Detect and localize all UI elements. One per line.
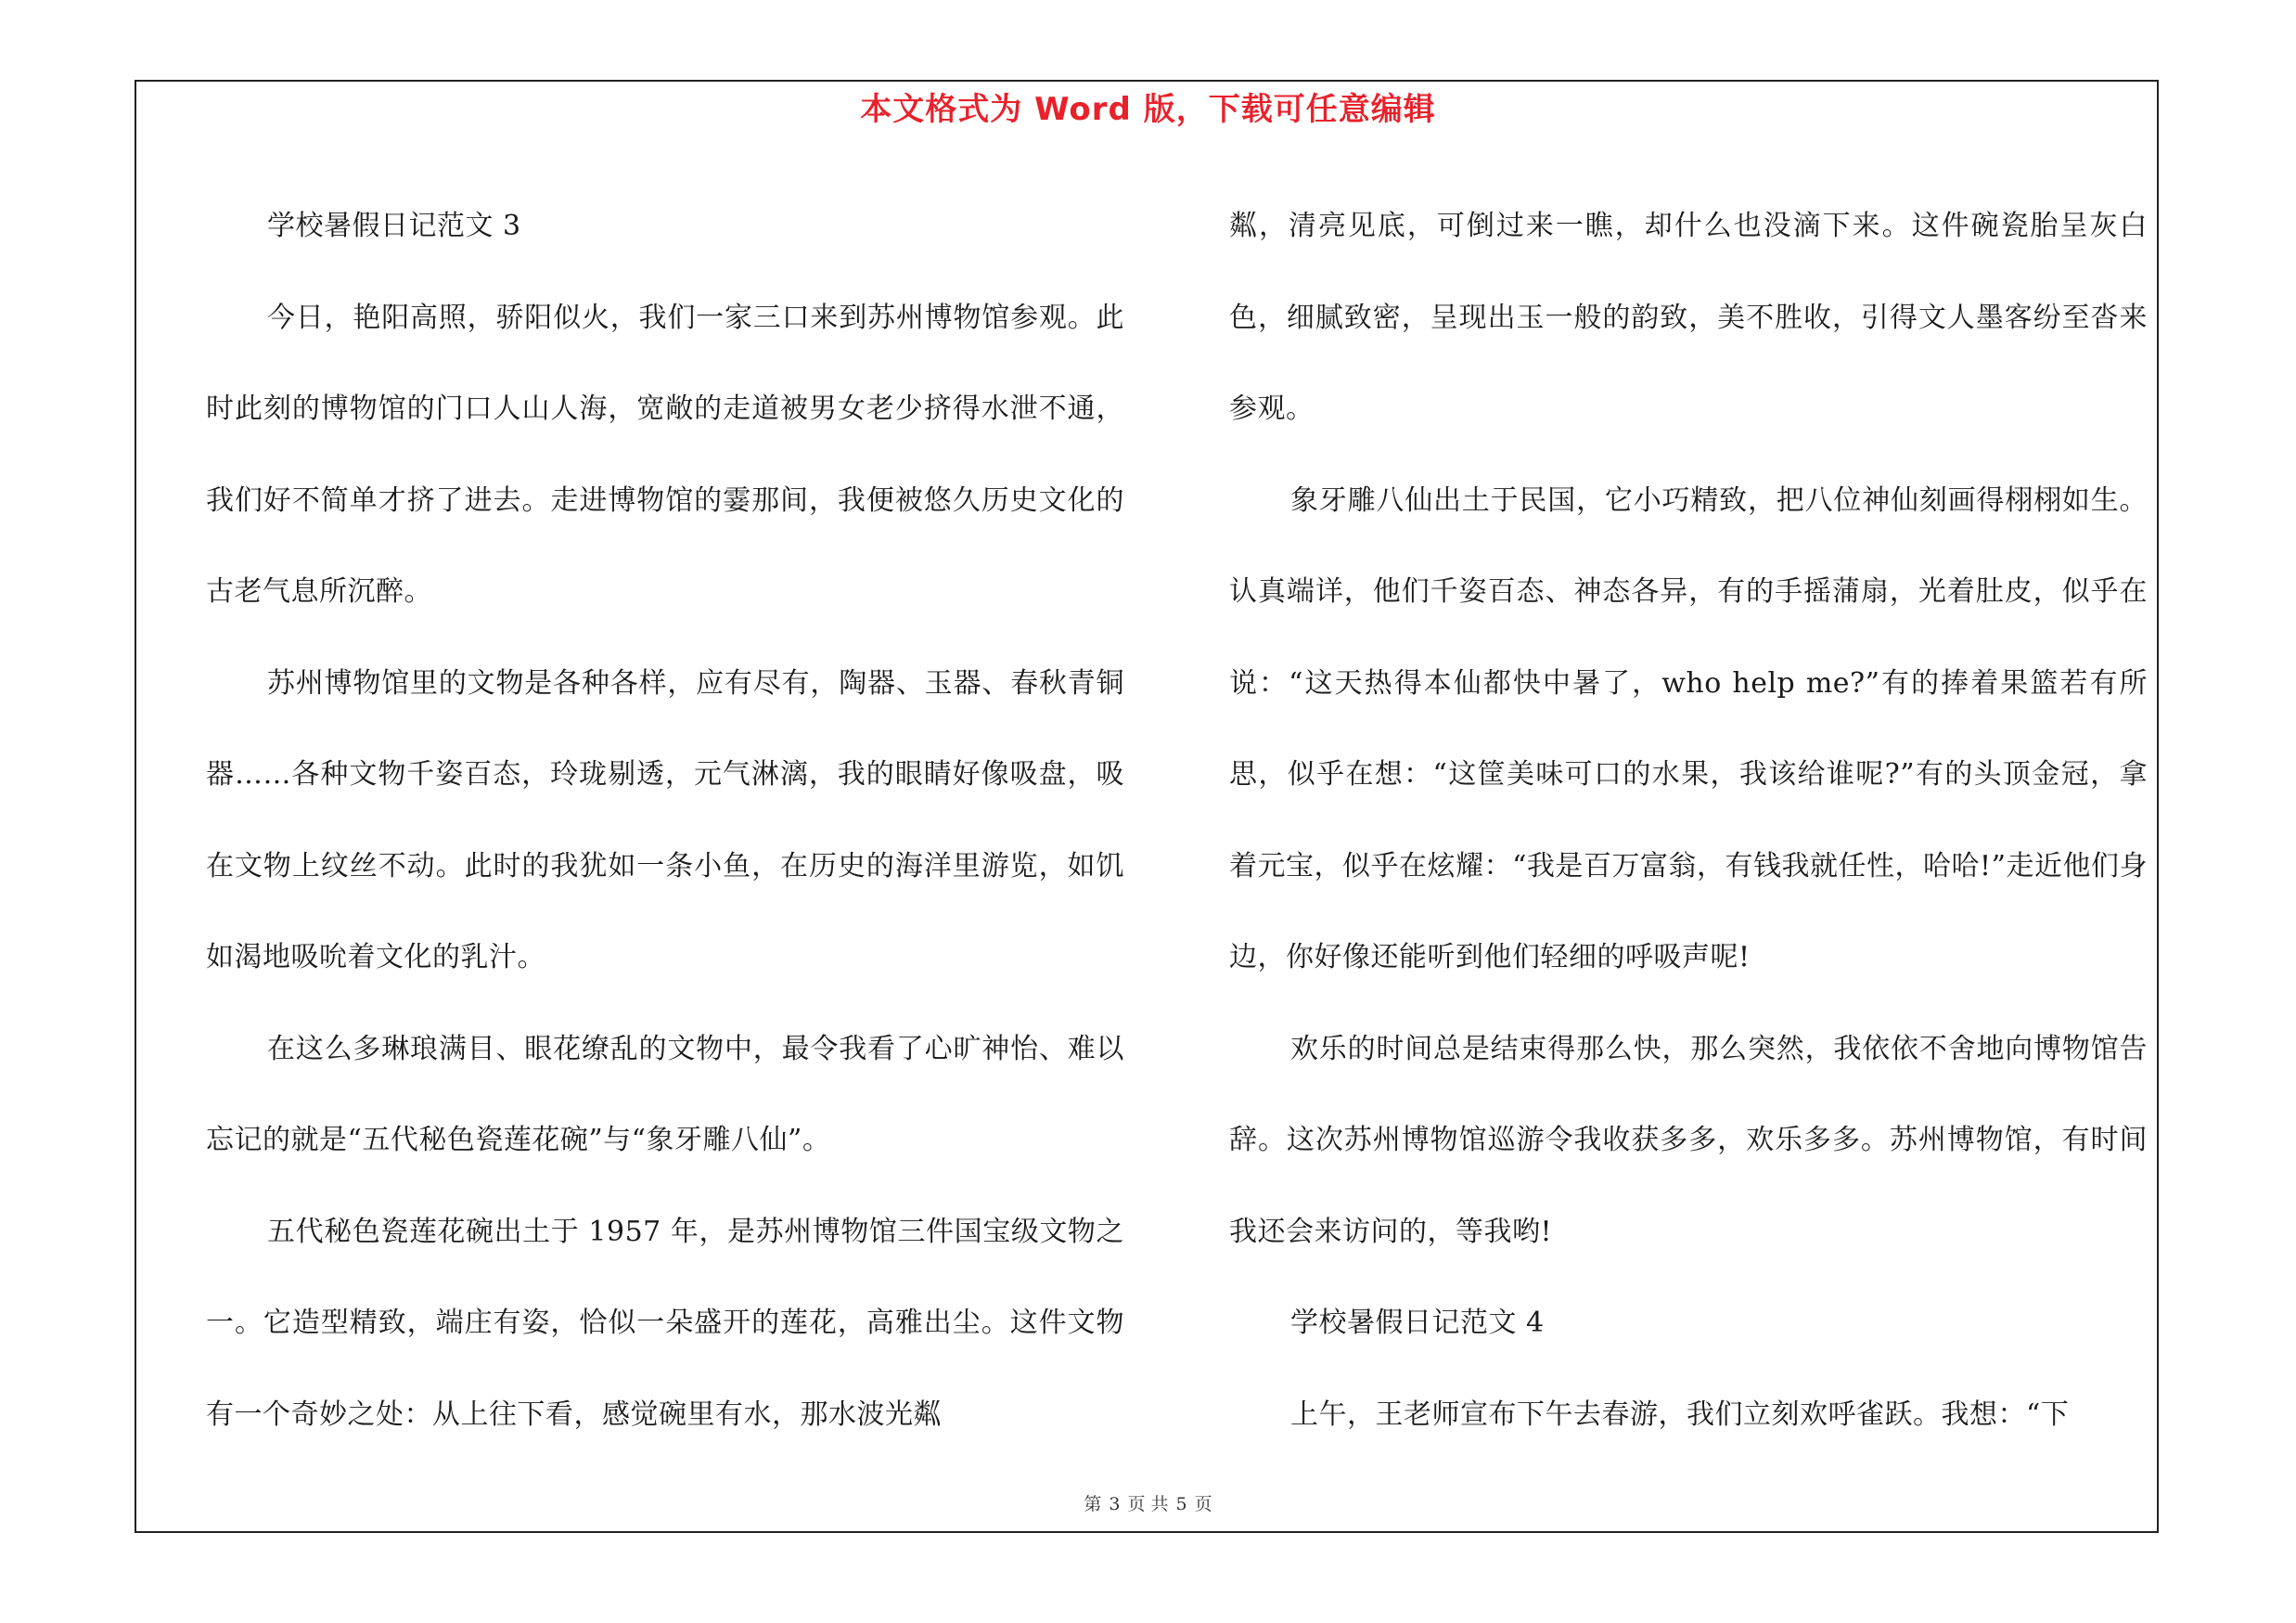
paragraph: 上午，王老师宣布下午去春游，我们立刻欢呼雀跃。我想：“下	[1290, 1398, 2070, 1431]
paragraph: 今日，艳阳高照，骄阳似火，我们一家三口来到苏州博物馆参观。此时此刻的博物馆的门口人山人海，宽敞的走道被男女老少挤得水泄不通，我们好不简单才挤了进去。走进博物馆的霎那间，我便被悠久历史文化的古老气息所沉醉。	[206, 301, 1124, 608]
footer-label: 页	[1194, 1494, 1212, 1514]
paragraph: 欢乐的时间总是结束得那么快，那么突然，我依依不舍地向博物馆告辞。这次苏州博物馆巡游令我收获多多，欢乐多多。苏州博物馆，有时间我还会来访问的，等我哟!	[1229, 1032, 2148, 1248]
left-column	[206, 181, 1124, 1461]
paragraph: 象牙雕八仙出土于民国，它小巧精致，把八位神仙刻画得栩栩如生。认真端详，他们千姿百态、神态各异，有的手摇蒲扇，光着肚皮，似乎在说：“这天热得本仙都快中暑了，who help me?”有的捧着果篮若有所思，似乎在想：“这筐美味可口的水果，我该给谁呢?”有的头顶金冠，拿着元宝，似乎在炫耀：“我是百万富翁，有钱我就任性，哈哈!”走近他们身边，你好像还能听到他们轻细的呼吸声呢!	[1229, 483, 2148, 973]
section-title-3: 学校暑假日记范文 3	[267, 210, 521, 242]
right-column	[1229, 181, 2148, 1461]
paragraph: 苏州博物馆里的文物是各种各样，应有尽有，陶器、玉器、春秋青铜器……各种文物千姿百态，玲珑剔透，元气淋漓，我的眼睛好像吸盘，吸在文物上纹丝不动。此时的我犹如一条小鱼，在历史的海洋里游览，如饥如渴地吸吮着文化的乳汁。	[206, 666, 1124, 973]
total-page-count: 5	[1175, 1494, 1187, 1514]
footer-label: 第	[1084, 1494, 1102, 1514]
section-title-4: 学校暑假日记范文 4	[1290, 1307, 1545, 1339]
paragraph: 在这么多琳琅满目、眼花缭乱的文物中，最令我看了心旷神怡、难以忘记的就是“五代秘色瓷莲花碗”与“象牙雕八仙”。	[206, 1032, 1124, 1156]
paragraph: 五代秘色瓷莲花碗出土于 1957 年，是苏州博物馆三件国宝级文物之一。它造型精致，端庄有姿，恰似一朵盛开的莲花，高雅出尘。这件文物有一个奇妙之处：从上往下看，感觉碗里有水，那水波光粼	[206, 1215, 1124, 1431]
footer-label: 页 共	[1127, 1494, 1169, 1514]
format-banner: 本文格式为 Word 版，下载可任意编辑	[860, 91, 1436, 128]
page-footer	[0, 1492, 2296, 1516]
paragraph-continuation: 粼，清亮见底，可倒过来一瞧，却什么也没滴下来。这件碗瓷胎呈灰白色，细腻致密，呈现出玉一般的韵致，美不胜收，引得文人墨客纷至沓来参观。	[1229, 210, 2148, 425]
current-page-number: 3	[1109, 1494, 1121, 1514]
